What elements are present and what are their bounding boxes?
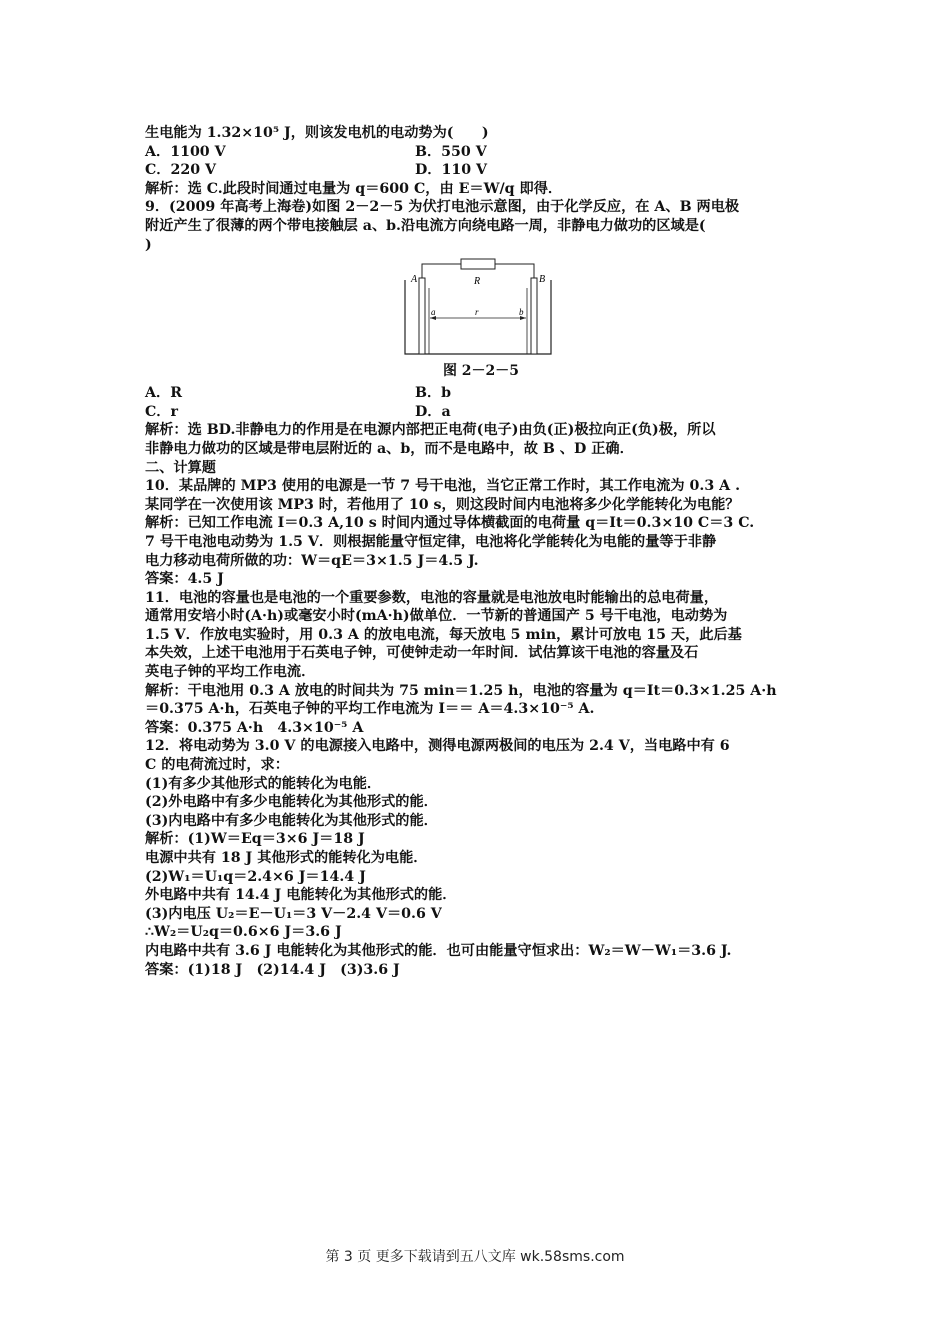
q8-options-row	[145, 143, 817, 162]
figure-caption: 图 2－2－5	[442, 363, 520, 380]
option-c: C．r	[145, 403, 178, 420]
q10-line: 电力移动电荷所做的功：W＝qE＝3×1.5 J＝4.5 J.	[145, 552, 479, 569]
q12-line: (2)W₁＝U₁q＝2.4×6 J＝14.4 J	[145, 868, 366, 885]
option-a: A．1100 V	[145, 143, 226, 160]
wire-left	[422, 264, 461, 278]
q10-line: 7 号干电池电动势为 1.5 V．则根据能量守恒定律，电池将化学能转化为电能的量等于非静	[145, 533, 717, 550]
label-R: R	[474, 276, 481, 288]
section-title: 二、计算题	[145, 459, 216, 476]
text-line: 生电能为 1.32×10⁵ J，则该发电机的电动势为( )	[145, 125, 489, 141]
q12-line: (2)外电路中有多少电能转化为其他形式的能．	[145, 794, 438, 811]
q11-answer: 答案：0.375 A·h 4.3×10⁻⁵ A	[145, 719, 364, 736]
q10-line: 某同学在一次使用该 MP3 时，若他用了 10 s，则这段时间内电池将多少化学能转化为电能？	[145, 496, 740, 513]
option-d: D．110 V	[415, 162, 488, 179]
q12-line: 12．将电动势为 3.0 V 的电源接入电路中，测得电源两极间的电压为 2.4 V，当电路中有 6	[145, 738, 730, 755]
option-b: B．550 V	[415, 143, 487, 160]
q8-options-row	[145, 161, 817, 180]
q11-line: 解析：干电池用 0.3 A 放电的时间共为 75 min＝1.25 h，电池的容量为 q＝It＝0.3×1.25 A·h	[145, 682, 777, 699]
wire-right	[495, 264, 534, 278]
option-d: D．a	[415, 403, 451, 420]
option-b: B．b	[415, 385, 452, 402]
electrode-a	[419, 278, 425, 354]
q9-line: 9．(2009 年高考上海卷)如图 2－2－5 为伏打电池示意图，由于化学反应，在 A、B 两电极	[145, 199, 740, 216]
q9-analysis-line: 非静电力做功的区域是带电层附近的 a、b，而不是电路中，故 B 、D 正确．	[145, 440, 634, 457]
q11-line: 通常用安培小时(A·h)或毫安小时(mA·h)做单位．一节新的普通国产 5 号干电池，电动势为	[145, 608, 728, 625]
q9-options-row	[145, 384, 817, 403]
label-B: B	[539, 274, 546, 286]
q11-line: ＝0.375 A·h，石英电子钟的平均工作电流为 I＝＝ A＝4.3×10⁻⁵ A.	[145, 701, 595, 718]
q9-line: )	[145, 236, 152, 253]
q11-line: 本失效，上述干电池用于石英电子钟，可使钟走动一年时间．试估算该干电池的容量及石	[145, 645, 699, 662]
q12-line: 内电路中共有 3.6 J 电能转化为其他形式的能．也可由能量守恒求出：W₂＝W－W₁＝3.6 J.	[145, 942, 732, 959]
q10-line: 解析：已知工作电流 I＝0.3 A,10 s 时间内通过导体横截面的电荷量 q＝It＝0.3×10 C＝3 C.	[145, 515, 755, 532]
voltaic-cell-figure	[145, 258, 817, 360]
page-footer: 第 3 页 更多下载请到五八文库 wk.58sms.com	[325, 1249, 625, 1265]
q12-answer: 答案：(1)18 J (2)14.4 J (3)3.6 J	[145, 961, 400, 978]
label-a: a	[431, 307, 436, 318]
page-content	[145, 124, 817, 979]
label-A: A	[411, 274, 418, 286]
q12-line: 电源中共有 18 J 其他形式的能转化为电能．	[145, 850, 428, 866]
q12-line: 解析：(1)W＝Eq＝3×6 J＝18 J	[145, 831, 365, 848]
q12-line: (3)内电压 U₂＝E－U₁＝3 V－2.4 V＝0.6 V	[145, 905, 442, 922]
q11-line: 1.5 V．作放电实验时，用 0.3 A 的放电电流，每天放电 5 min，累计可放电 15 天，此后基	[145, 626, 742, 643]
q11-line: 11．电池的容量也是电池的一个重要参数，电池的容量就是电池放电时能输出的总电荷量，	[145, 589, 719, 606]
q10-answer: 答案：4.5 J	[145, 571, 224, 588]
label-r: r	[475, 307, 479, 318]
q12-line: 外电路中共有 14.4 J 电能转化为其他形式的能．	[145, 887, 457, 904]
q11-line: 英电子钟的平均工作电流．	[145, 664, 316, 681]
q8-analysis: 解析：选 C.此段时间通过电量为 q＝600 C，由 E＝W/q 即得．	[145, 180, 563, 197]
q12-line: ∴W₂＝U₂q＝0.6×6 J＝3.6 J	[145, 924, 342, 941]
q9-analysis-line: 解析：选 BD.非静电力的作用是在电源内部把正电荷(电子)由负(正)极拉向正(负)极，所以	[145, 422, 716, 439]
q12-line: (3)内电路中有多少电能转化为其他形式的能．	[145, 812, 438, 829]
q9-options-row	[145, 403, 817, 422]
q9-line: 附近产生了很薄的两个带电接触层 a、b.沿电流方向绕电路一周，非静电力做功的区域是(	[145, 217, 706, 234]
option-a: A．R	[145, 385, 182, 402]
resistor	[461, 259, 495, 269]
q10-line: 10．某品牌的 MP3 使用的电源是一节 7 号干电池，当它正常工作时，其工作电流为 0.3 A .	[145, 478, 741, 495]
option-c: C．220 V	[145, 162, 217, 179]
voltaic-cell-diagram	[403, 258, 553, 358]
q12-line: (1)有多少其他形式的能转化为电能．	[145, 775, 382, 792]
q12-line: C 的电荷流过时，求：	[145, 757, 289, 774]
container-outline	[405, 280, 551, 354]
label-b: b	[519, 307, 524, 318]
electrode-b	[531, 278, 537, 354]
